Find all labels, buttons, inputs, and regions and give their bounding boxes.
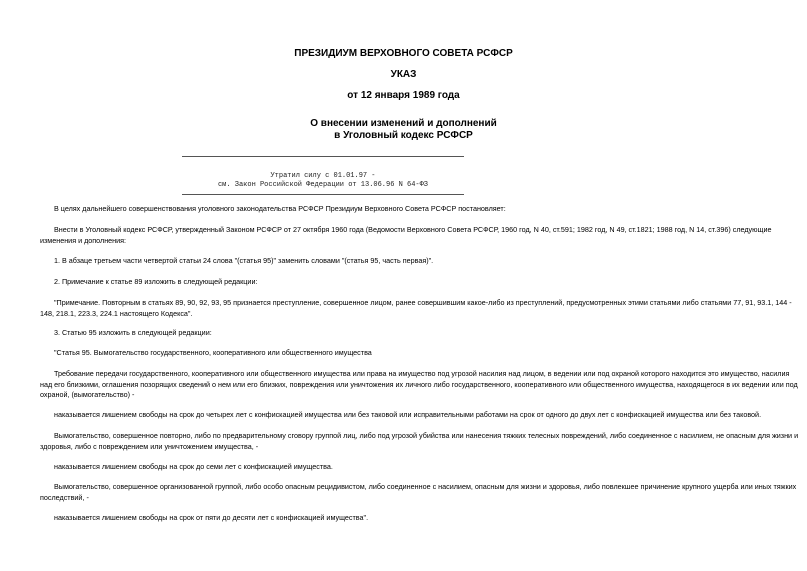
- notice-line-2: см. Закон Российской Федерации от 13.06.96 N 64-ФЗ: [217, 181, 429, 189]
- paragraph-note-89: "Примечание. Повторным в статьях 89, 90, 92, 93, 95 признается преступление, совершенное лицом, ранее совершившим какое-либо из преступлений, предусмотренных этими статьями либо статьями 77, 91, 93.1, 144 - 148, 218.1, 223.3, 224.1 настоящего Кодекса".: [40, 298, 792, 318]
- paragraph-item-3: 3. Статью 95 изложить в следующей редакции:: [54, 328, 212, 337]
- document-date: от 12 января 1989 года: [347, 90, 460, 101]
- paragraph-article-95-penalty-1: наказывается лишением свободы на срок до четырех лет с конфискацией имущества или без таковой или исправительными работами на срок от одного до двух лет с конфискацией имущества или без таковой.: [54, 410, 762, 419]
- paragraph-preamble: В целях дальнейшего совершенствования уголовного законодательства РСФСР Президиум Верховного Совета РСФСР постановляет:: [54, 204, 506, 213]
- document-title-line-2: в Уголовный кодекс РСФСР: [334, 130, 473, 141]
- issuing-authority: ПРЕЗИДИУМ ВЕРХОВНОГО СОВЕТА РСФСР: [294, 48, 513, 59]
- paragraph-amendments-intro: Внести в Уголовный кодекс РСФСР, утвержденный Законом РСФСР от 27 октября 1960 года (Ведомости Верховного Совета РСФСР, 1960 год, N 40, ст.591; 1982 год, N 49, ст.1821; 1988 год, N 14, ст.396) следующие изменения и дополнения:: [40, 225, 772, 245]
- notice-top-rule: [182, 156, 464, 157]
- paragraph-article-95-penalty-3: наказывается лишением свободы на срок от пяти до десяти лет с конфискацией имущества".: [54, 513, 369, 522]
- notice-line-1: Утратил силу с 01.01.97 -: [270, 172, 376, 180]
- paragraph-article-95-title: "Статья 95. Вымогательство государственного, кооперативного или общественного имущества: [54, 348, 372, 357]
- paragraph-article-95-part-3: Вымогательство, совершенное организованной группой, либо особо опасным рецидивистом, либо соединенное с насилием, опасным для жизни и здоровья, либо повлекшее причинение крупного ущерба или иных тяжких последствий, -: [40, 482, 797, 502]
- paragraph-item-2: 2. Примечание к статье 89 изложить в следующей редакции:: [54, 277, 258, 286]
- notice-bottom-rule: [182, 194, 464, 195]
- paragraph-article-95-part-2: Вымогательство, совершенное повторно, либо по предварительному сговору группой лиц, либо под угрозой убийства или нанесения тяжких телесных повреждений, либо соединенное с насилием, не опасным для жизни и здоровья, либо с повреждением или уничтожением имущества, -: [40, 431, 799, 451]
- document-title-line-1: О внесении изменений и дополнений: [310, 118, 497, 129]
- paragraph-article-95-penalty-2: наказывается лишением свободы на срок до семи лет с конфискацией имущества.: [54, 462, 333, 471]
- paragraph-item-1: 1. В абзаце третьем части четвертой статьи 24 слова "(статья 95)" заменить словами "(статья 95, часть первая)".: [54, 256, 434, 265]
- paragraph-article-95-part-1: Требование передачи государственного, кооперативного или общественного имущества или права на имущество под угрозой насилия над лицом, в ведении или под охраной которого находится это имущество, насилия над его близкими, оглашения позорящих сведений о нем или его близких, повреждения или уничтожения их личного либо государственного, кооперативного или общественного имущества, находящегося в их ведении или под охраной, (вымогательство) -: [40, 369, 798, 399]
- document-type: УКАЗ: [390, 69, 417, 80]
